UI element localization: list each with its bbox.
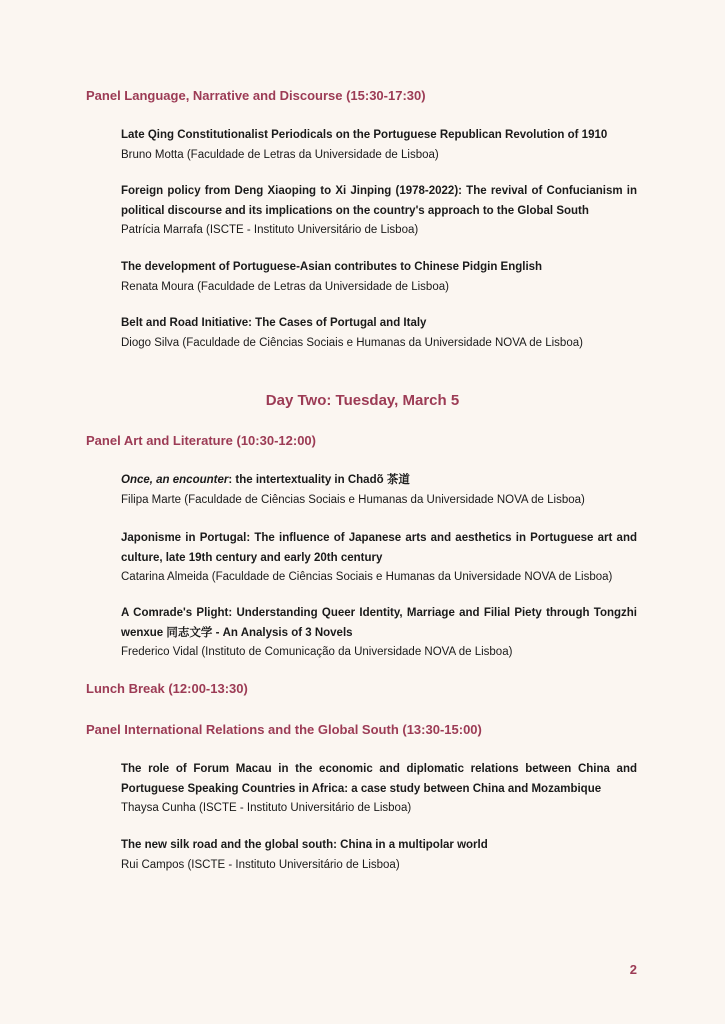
talk-title: The role of Forum Macau in the economic and diplomatic relations between China and Portuguese Speaking Countries in Africa: a case study between China and Mozambique [121,763,637,795]
talk-title-rest: : the intertextuality in Chadõ 茶道 [228,474,410,486]
talk-item [121,604,637,663]
talk-item [121,529,637,588]
talk-title: A Comrade's Plight: Understanding Queer Identity, Marriage and Filial Piety through Tongzhi wenxue 同志文学 - An Analysis of 3 Novels [121,607,637,639]
panel-heading: Panel International Relations and the Global South (13:30-15:00) [86,722,482,737]
talk-title: Late Qing Constitutionalist Periodicals on the Portuguese Republican Revolution of 1910 [121,129,608,141]
talk-item [121,836,637,875]
panel-heading: Panel Language, Narrative and Discourse (15:30-17:30) [86,88,426,103]
talk-item [121,126,637,165]
talk-author: Filipa Marte (Faculdade de Ciências Sociais e Humanas da Universidade NOVA de Lisboa) [121,493,585,506]
talk-item [121,258,637,297]
talk-author: Catarina Almeida (Faculdade de Ciências Sociais e Humanas da Universidade NOVA de Lisboa) [121,571,613,583]
talk-item [121,471,637,510]
talk-author: Thaysa Cunha (ISCTE - Instituto Universitário de Lisboa) [121,802,412,814]
talk-title: The new silk road and the global south: China in a multipolar world [121,839,488,851]
talk-title [121,471,637,491]
talk-item [121,760,637,819]
talk-author: Frederico Vidal (Instituto de Comunicação da Universidade NOVA de Lisboa) [121,646,513,658]
talk-author: Bruno Motta (Faculdade de Letras da Universidade de Lisboa) [121,148,439,161]
panel-heading: Lunch Break (12:00-13:30) [86,681,248,696]
talk-author: Renata Moura (Faculdade de Letras da Universidade de Lisboa) [121,280,449,293]
day-heading: Day Two: Tuesday, March 5 [265,392,460,409]
talk-author: Diogo Silva (Faculdade de Ciências Sociais e Humanas da Universidade NOVA de Lisboa) [121,336,583,349]
talk-title: Belt and Road Initiative: The Cases of Portugal and Italy [121,317,427,329]
page-number: 2 [629,962,637,977]
talk-title: The development of Portuguese-Asian contributes to Chinese Pidgin English [121,261,543,273]
talk-author: Patrícia Marrafa (ISCTE - Instituto Universitário de Lisboa) [121,224,419,236]
talk-title: Japonisme in Portugal: The influence of Japanese arts and aesthetics in Portuguese art and culture, late 19th century and early 20th century [121,532,637,564]
talk-title: Foreign policy from Deng Xiaoping to Xi Jinping (1978-2022): The revival of Confucianism in political discourse and its implications on the country's approach to the Global South [121,185,637,217]
talk-title-italic: Once, an encounter [121,474,229,486]
talk-item [121,182,637,241]
talk-author: Rui Campos (ISCTE - Instituto Universitário de Lisboa) [121,858,400,871]
panel-heading: Panel Art and Literature (10:30-12:00) [86,433,316,448]
talk-item [121,314,637,353]
